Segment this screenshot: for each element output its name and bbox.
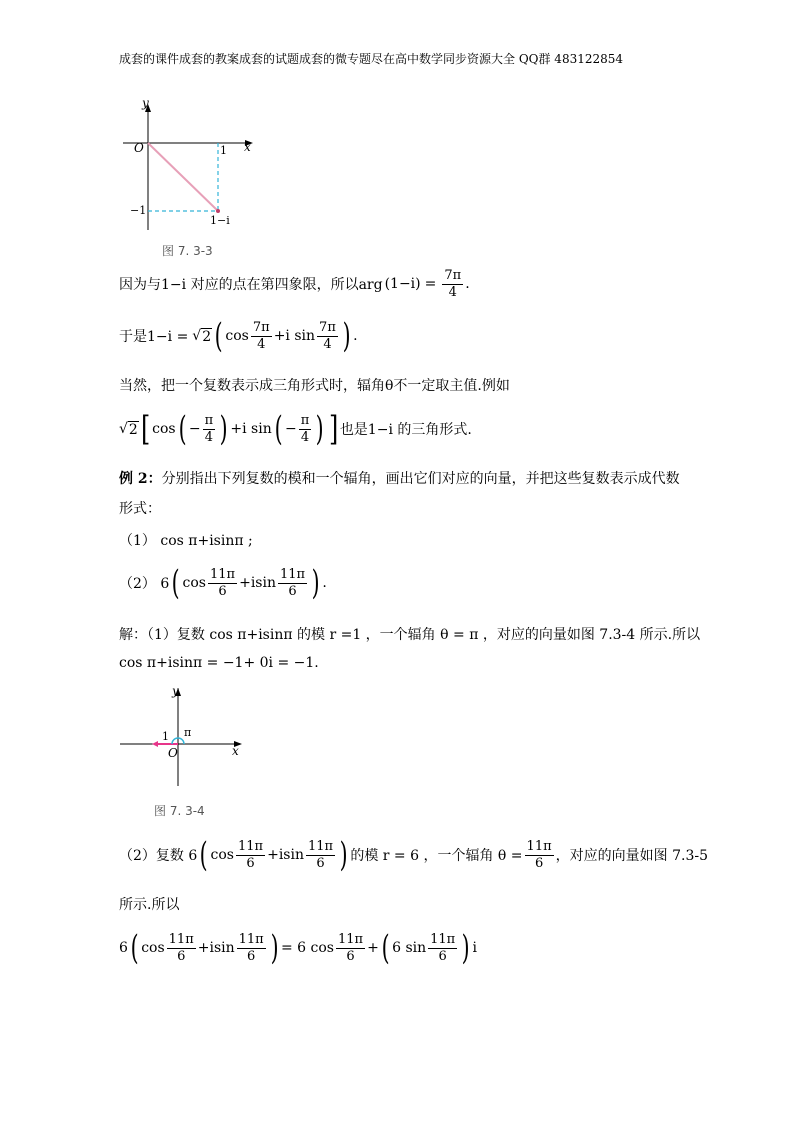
sqrt: √ 2 — [119, 420, 138, 438]
text: （2）复数 6 — [119, 848, 198, 864]
plus-isin: +i sin — [230, 421, 272, 437]
paragraph-trig-form: 于是1−i = √ 2 ( cos $\frac{7\pi}{4}$ +i sin $\frac{7\pi}{4}$ ) . — [119, 316, 358, 356]
text: ，对应的向量如图 7.3-5 — [555, 848, 708, 864]
tick-neg1-label: −1 — [130, 204, 147, 217]
example-2-cont: 形式： — [119, 501, 161, 517]
figure-7-3-4-graph — [118, 686, 258, 796]
equals: = 6 cos — [281, 940, 334, 956]
fraction: $\frac{11\pi}{6}$ — [526, 838, 552, 871]
minus: − — [285, 421, 297, 437]
example-2 — [119, 468, 680, 488]
fraction: $\frac{11\pi}{6}$ — [210, 566, 236, 599]
point-label: 1−i — [210, 214, 230, 227]
fraction: $\frac{11\pi}{6}$ — [168, 931, 194, 964]
x-axis-label: x — [232, 744, 239, 758]
y-axis-label: y — [172, 684, 179, 698]
solution-1-line2: cos π+isinπ = −1+ 0i = −1. — [119, 655, 319, 671]
item-2: （2） 6 ( cos $\frac{11\pi}{6}$ +isin $\frac{11\pi}{6}$ ) . — [119, 563, 327, 603]
cos: cos — [225, 328, 249, 344]
page-header: 成套的课件成套的教案成套的试题成套的微专题尽在高中数学同步资源大全 QQ群 483122854 — [119, 52, 624, 66]
cos: cos — [141, 940, 165, 956]
fraction: $\frac{7\pi}{4}$ — [319, 319, 336, 352]
text: 6 — [119, 940, 128, 956]
cos: cos — [152, 421, 176, 437]
plus-isin: +isin — [197, 940, 235, 956]
text: 因为与1−i 对应的点在第四象限，所以arg — [119, 277, 383, 293]
figure-caption: 图 7. 3-3 — [162, 244, 213, 258]
fraction: $\frac{7\pi}{4}$ — [252, 319, 270, 352]
angle-label: π — [184, 726, 192, 739]
paragraph-note: 当然，把一个复数表示成三角形式时，辐角θ不一定取主值.例如 — [119, 378, 510, 394]
fraction: $\frac{\pi}{4}$ — [204, 412, 214, 445]
figure-caption: 图 7. 3-4 — [154, 804, 205, 818]
sqrt: √ 2 — [192, 327, 212, 345]
text: 于是1−i = — [119, 329, 189, 345]
item-1: （1） cos π+isinπ ; — [119, 533, 253, 549]
imag-unit: i — [472, 940, 477, 956]
paragraph-example-form: √ 2 [ cos ( − $\frac{\pi}{4}$ ) +i sin ( − $\frac{\pi}{4}$ ) ] 也是1−i 的三角形式. — [119, 409, 472, 449]
text: 6 sin — [392, 940, 427, 956]
fraction: $\frac{11\pi}{6}$ — [238, 931, 264, 964]
origin-label: O — [168, 746, 178, 760]
arg-expr: (1−i) — [384, 276, 421, 292]
cos: cos — [182, 575, 206, 591]
solution-2-equation: 6 ( cos $\frac{11\pi}{6}$ +isin $\frac{11\pi}{6}$ ) = 6 cos $\frac{11\pi}{6}$ + ( 6 sin $\frac{11\pi}{6}$ ) i — [119, 928, 477, 968]
equals: = — [424, 276, 437, 292]
fraction: $\frac{11\pi}{6}$ — [430, 931, 456, 964]
text: （2） 6 — [119, 576, 170, 592]
plus-isin: +isin — [239, 575, 276, 591]
tick-1-label: 1 — [162, 730, 169, 743]
fraction: $\frac{11\pi}{6}$ — [238, 838, 264, 871]
solution-2-line1: （2）复数 6 ( cos $\frac{11\pi}{6}$ +isin $\frac{11\pi}{6}$ ) 的模 r = 6 ，一个辐角 θ = $\frac{11\pi}{6}$ ，对应的向量如图 7.3-5 — [119, 835, 708, 875]
text: 也是1−i 的三角形式. — [339, 422, 472, 438]
figure-7-3-3-graph — [118, 98, 268, 258]
fraction: $\frac{11\pi}{6}$ — [338, 931, 364, 964]
cos: cos — [210, 847, 234, 863]
figure-7-3-3 — [118, 98, 268, 258]
tick-1-label: 1 — [220, 144, 227, 157]
fraction: $\frac{11\pi}{6}$ — [279, 566, 306, 599]
fraction: $\frac{7\pi}{4}$ — [444, 267, 462, 300]
minus: − — [188, 421, 201, 437]
text: 的模 r = 6 ，一个辐角 θ = — [350, 848, 523, 864]
period: . — [322, 575, 327, 591]
paragraph-arg — [119, 264, 470, 304]
fraction: $\frac{\pi}{4}$ — [300, 412, 310, 445]
y-axis-label: y — [142, 96, 149, 110]
period: . — [353, 328, 358, 344]
period: . — [465, 276, 470, 292]
solution-1-line1: 解：（1）复数 cos π+isinπ 的模 r =1 ，一个辐角 θ = π ，对应的向量如图 7.3-4 所示.所以 — [119, 627, 701, 643]
plus-isin: +isin — [267, 847, 304, 863]
origin-label: O — [134, 141, 144, 155]
fraction: $\frac{11\pi}{6}$ — [307, 838, 334, 871]
x-axis-label: x — [244, 140, 251, 154]
solution-2-line2: 所示.所以 — [119, 897, 180, 913]
example-text: 分别指出下列复数的模和一个辐角，画出它们对应的向量，并把这些复数表示成代数 — [161, 471, 680, 487]
figure-7-3-4 — [118, 686, 258, 821]
example-label: 例 2： — [119, 471, 162, 487]
plus-isin: +i sin — [273, 328, 316, 344]
plus: + — [367, 940, 379, 956]
